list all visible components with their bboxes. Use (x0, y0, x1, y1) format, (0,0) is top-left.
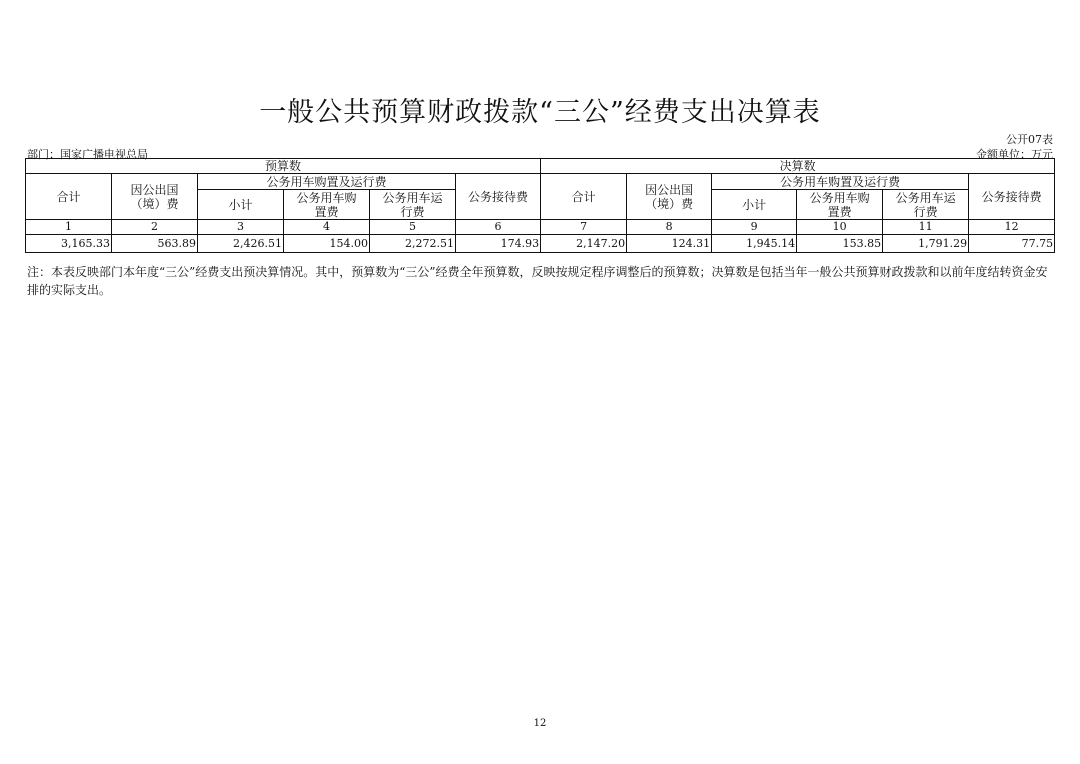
budget-operation-header-line2: 行费 (400, 205, 425, 219)
header-sub-row (26, 174, 1055, 190)
value-cell: 1,791.29 (883, 235, 969, 253)
index-cell: 7 (541, 220, 627, 235)
value-cell: 2,147.20 (541, 235, 627, 253)
final-operation-header-line1: 公务用车运 (895, 191, 956, 205)
index-cell: 10 (797, 220, 883, 235)
page-number: 12 (533, 718, 547, 729)
table-title: 一般公共预算财政拨款“三公”经费支出决算表 (259, 97, 821, 128)
final-operation-header-line2: 行费 (913, 205, 938, 219)
department-label: 部门：国家广播电视总局 (27, 148, 148, 161)
final-total-header: 合计 (541, 174, 627, 220)
final-purchase-header (797, 190, 883, 220)
budget-purchase-header-line2: 置费 (314, 205, 339, 219)
value-cell: 174.93 (456, 235, 541, 253)
index-cell: 8 (627, 220, 712, 235)
final-abroad-header-line2: （境）费 (645, 196, 694, 211)
value-cell: 153.85 (797, 235, 883, 253)
budget-group-header: 预算数 (26, 159, 541, 174)
final-operation-header (883, 190, 969, 220)
value-cell: 77.75 (969, 235, 1055, 253)
index-cell: 2 (112, 220, 198, 235)
budget-subtotal-header: 小计 (198, 190, 284, 220)
value-cell: 2,426.51 (198, 235, 284, 253)
index-cell: 6 (456, 220, 541, 235)
final-subtotal-header: 小计 (712, 190, 797, 220)
index-cell: 12 (969, 220, 1055, 235)
value-cell: 124.31 (627, 235, 712, 253)
value-cell: 2,272.51 (370, 235, 456, 253)
budget-reception-header: 公务接待费 (456, 174, 541, 220)
final-purchase-header-line1: 公务用车购 (809, 191, 870, 205)
budget-operation-header-line1: 公务用车运 (382, 191, 443, 205)
index-cell: 3 (198, 220, 284, 235)
budget-total-header: 合计 (26, 174, 112, 220)
index-row (26, 220, 1055, 235)
final-reception-header: 公务接待费 (969, 174, 1055, 220)
value-cell: 154.00 (284, 235, 370, 253)
form-number: 公开07表 (1006, 133, 1053, 146)
final-abroad-header (627, 174, 712, 220)
budget-operation-header (370, 190, 456, 220)
index-cell: 11 (883, 220, 969, 235)
three-public-expenses-table (25, 158, 1055, 253)
table-note: 注：本表反映部门本年度“三公”经费支出预决算情况。其中，预算数为“三公”经费全年预算数，反映按规定程序调整后的预算数；决算数是包括当年一般公共预算财政拨款和以前年度结转资金安排的实际支出。 (27, 265, 1048, 297)
final-vehicle-header: 公务用车购置及运行费 (712, 174, 969, 190)
final-purchase-header-line2: 置费 (827, 205, 852, 219)
budget-abroad-header-line2: （境）费 (130, 196, 179, 211)
budget-abroad-header-line1: 因公出国 (130, 182, 179, 197)
final-group-header: 决算数 (541, 159, 1055, 174)
header-group-row (26, 159, 1055, 174)
budget-abroad-header (112, 174, 198, 220)
budget-purchase-header (284, 190, 370, 220)
unit-label: 金额单位：万元 (976, 148, 1053, 161)
index-cell: 4 (284, 220, 370, 235)
value-cell: 3,165.33 (26, 235, 112, 253)
value-cell: 1,945.14 (712, 235, 797, 253)
budget-vehicle-header: 公务用车购置及运行费 (198, 174, 456, 190)
value-cell: 563.89 (112, 235, 198, 253)
budget-purchase-header-line1: 公务用车购 (296, 191, 357, 205)
final-abroad-header-line1: 因公出国 (645, 182, 694, 197)
index-cell: 9 (712, 220, 797, 235)
value-row (26, 235, 1055, 253)
index-cell: 5 (370, 220, 456, 235)
index-cell: 1 (26, 220, 112, 235)
